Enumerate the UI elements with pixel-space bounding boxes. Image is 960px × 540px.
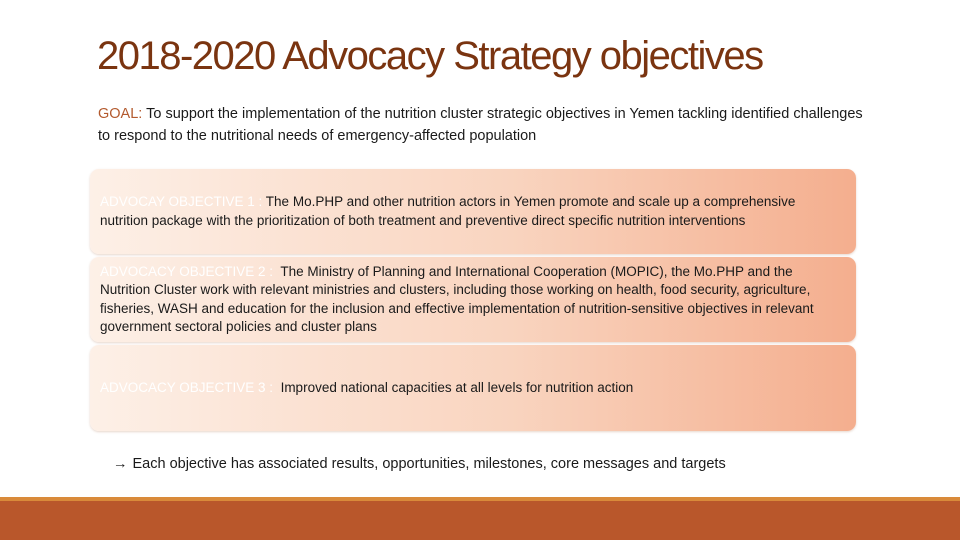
objective-2-label: ADVOCACY OBJECTIVE 2 : [100,263,274,279]
footnote [113,456,726,472]
objective-3-content [100,379,633,398]
slide-title: 2018-2020 Advocacy Strategy objectives [97,34,763,78]
objective-card-2 [90,257,856,342]
objective-1-text: The Mo.PHP and other nutrition actors in Yemen promote and scale up a comprehensive nutrition package with the prioritization of both treatment and preventive direct specific nutrition interventions [100,194,796,228]
objectives-list [90,169,856,431]
objective-card-3 [90,345,856,431]
goal-text: To support the implementation of the nutrition cluster strategic objectives in Yemen tackling identified challenges to respond to the nutritional needs of emergency-affected population [98,106,863,144]
arrow-right-icon: → [113,456,128,472]
objective-1-content [100,193,846,230]
footer-band [0,501,960,540]
objective-3-label: ADVOCACY OBJECTIVE 3 : [100,379,274,395]
objective-2-content [100,263,846,337]
objective-1-label: ADVOCAY OBJECTIVE 1 : [100,194,263,209]
goal-label: GOAL: [98,106,143,122]
objective-2-text: The Ministry of Planning and International Cooperation (MOPIC), the Mo.PHP and the Nutrition Cluster work with relevant ministries and clusters, including those working on health, food security, agriculture, fisheries, WASH and education for the inclusion and effective implementation of nutrition-sensitive objectives in relevant government sectoral policies and cluster plans [100,263,818,334]
objective-card-1 [90,169,856,254]
objective-3-text: Improved national capacities at all levels for nutrition action [273,379,634,395]
footnote-text: Each objective has associated results, opportunities, milestones, core messages and targets [132,456,726,472]
goal-statement [98,103,868,147]
